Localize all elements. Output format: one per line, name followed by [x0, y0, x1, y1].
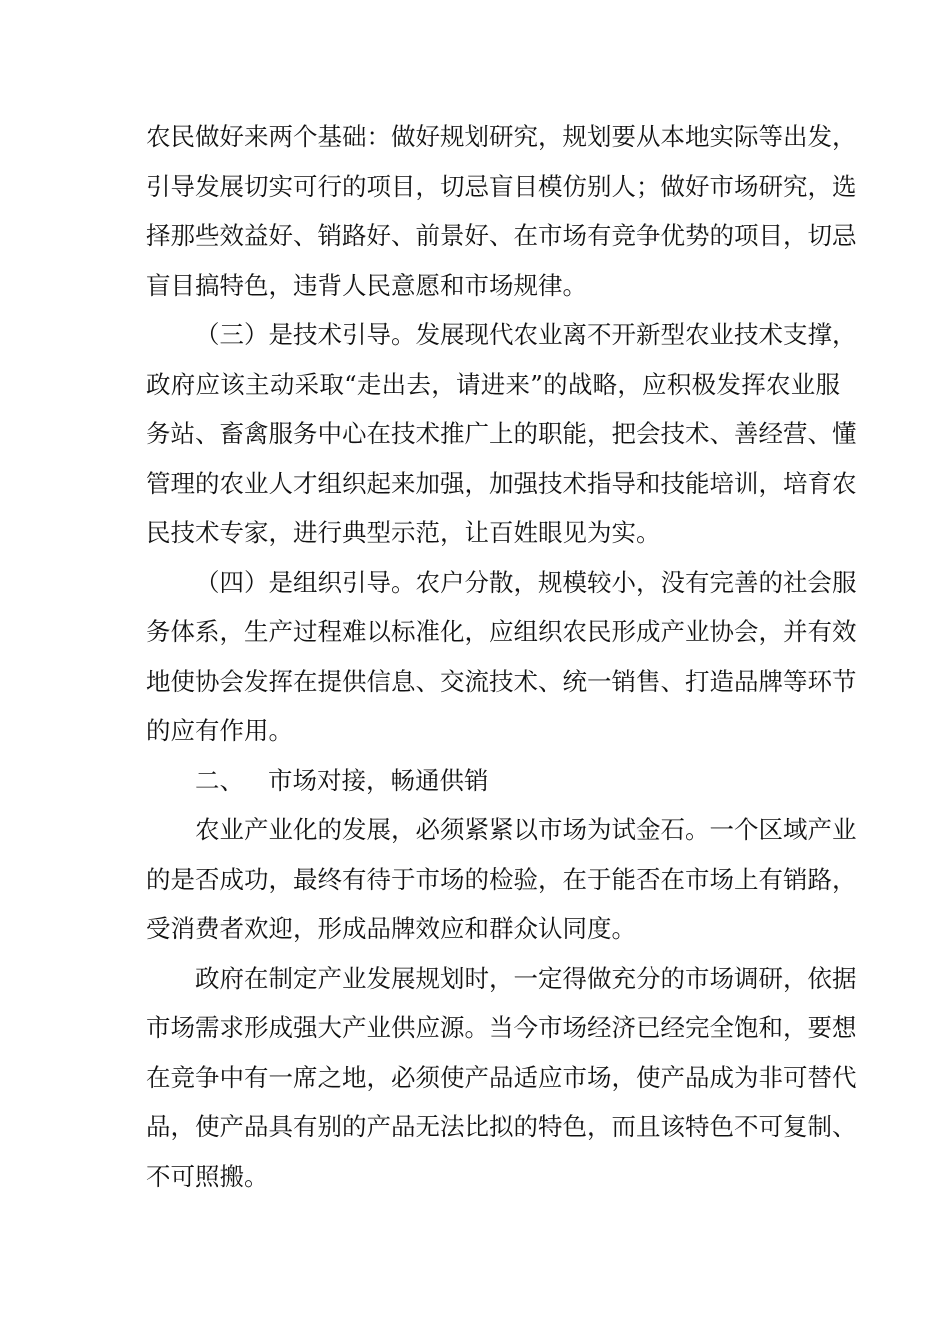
paragraph-line: 受消费者欢迎，形成品牌效应和群众认同度。 [146, 914, 636, 943]
paragraph-line: 管理的农业人才组织起来加强，加强技术指导和技能培训，培育农 [146, 468, 857, 498]
paragraph-planning [146, 112, 857, 310]
paragraph-market-research [146, 954, 857, 1202]
paragraph-line: 的应有作用。 [146, 716, 293, 745]
section-heading-text: 市场对接，畅通供销 [268, 765, 489, 795]
paragraph-market-test [146, 805, 857, 954]
paragraph-technical-guidance [146, 310, 857, 558]
section-heading-number: 二、 [195, 765, 244, 795]
paragraph-line: 引导发展切实可行的项目，切忌盲目模仿别人；做好市场研究，选 [146, 171, 857, 201]
paragraph-organization-guidance [146, 558, 857, 756]
paragraph-line: 不可照搬。 [146, 1161, 269, 1191]
section-heading [146, 756, 840, 806]
paragraph-line: 择那些效益好、销路好、前景好、在市场有竞争优势的项目，切忌 [146, 221, 857, 250]
paragraph-line: 市场需求形成强大产业供应源。当今市场经济已经完全饱和，要想 [146, 1013, 857, 1042]
paragraph-line: 务站、畜禽服务中心在技术推广上的职能，把会技术、善经营、懂 [146, 419, 857, 448]
paragraph-line: 民技术专家，进行典型示范，让百姓眼见为实。 [146, 518, 661, 547]
paragraph-line: 地使协会发挥在提供信息、交流技术、统一销售、打造品牌等环节 [146, 666, 857, 696]
paragraph-line: 政府应该主动采取“走出去，请进来”的战略，应积极发挥农业服 [146, 369, 840, 399]
paragraph-line: 的是否成功，最终有待于市场的检验，在于能否在市场上有销路， [146, 864, 857, 894]
paragraph-line: 农业产业化的发展，必须紧紧以市场为试金石。一个区域产业 [195, 815, 857, 844]
paragraph-line: 政府在制定产业发展规划时，一定得做充分的市场调研，依据 [195, 963, 857, 993]
paragraph-line: 农民做好来两个基础：做好规划研究，规划要从本地实际等出发， [146, 122, 857, 151]
paragraph-line: 盲目搞特色，违背人民意愿和市场规律。 [146, 270, 587, 300]
paragraph-line: 在竞争中有一席之地，必须使产品适应市场，使产品成为非可替代 [146, 1062, 857, 1092]
paragraph-line: （四）是组织引导。农户分散，规模较小，没有完善的社会服 [195, 567, 857, 597]
paragraph-line: 务体系，生产过程难以标准化，应组织农民形成产业协会，并有效 [146, 617, 857, 646]
paragraph-line: （三）是技术引导。发展现代农业离不开新型农业技术支撑， [195, 320, 857, 349]
paragraph-line: 品，使产品具有别的产品无法比拟的特色，而且该特色不可复制、 [146, 1112, 857, 1141]
document-body [146, 112, 857, 1201]
